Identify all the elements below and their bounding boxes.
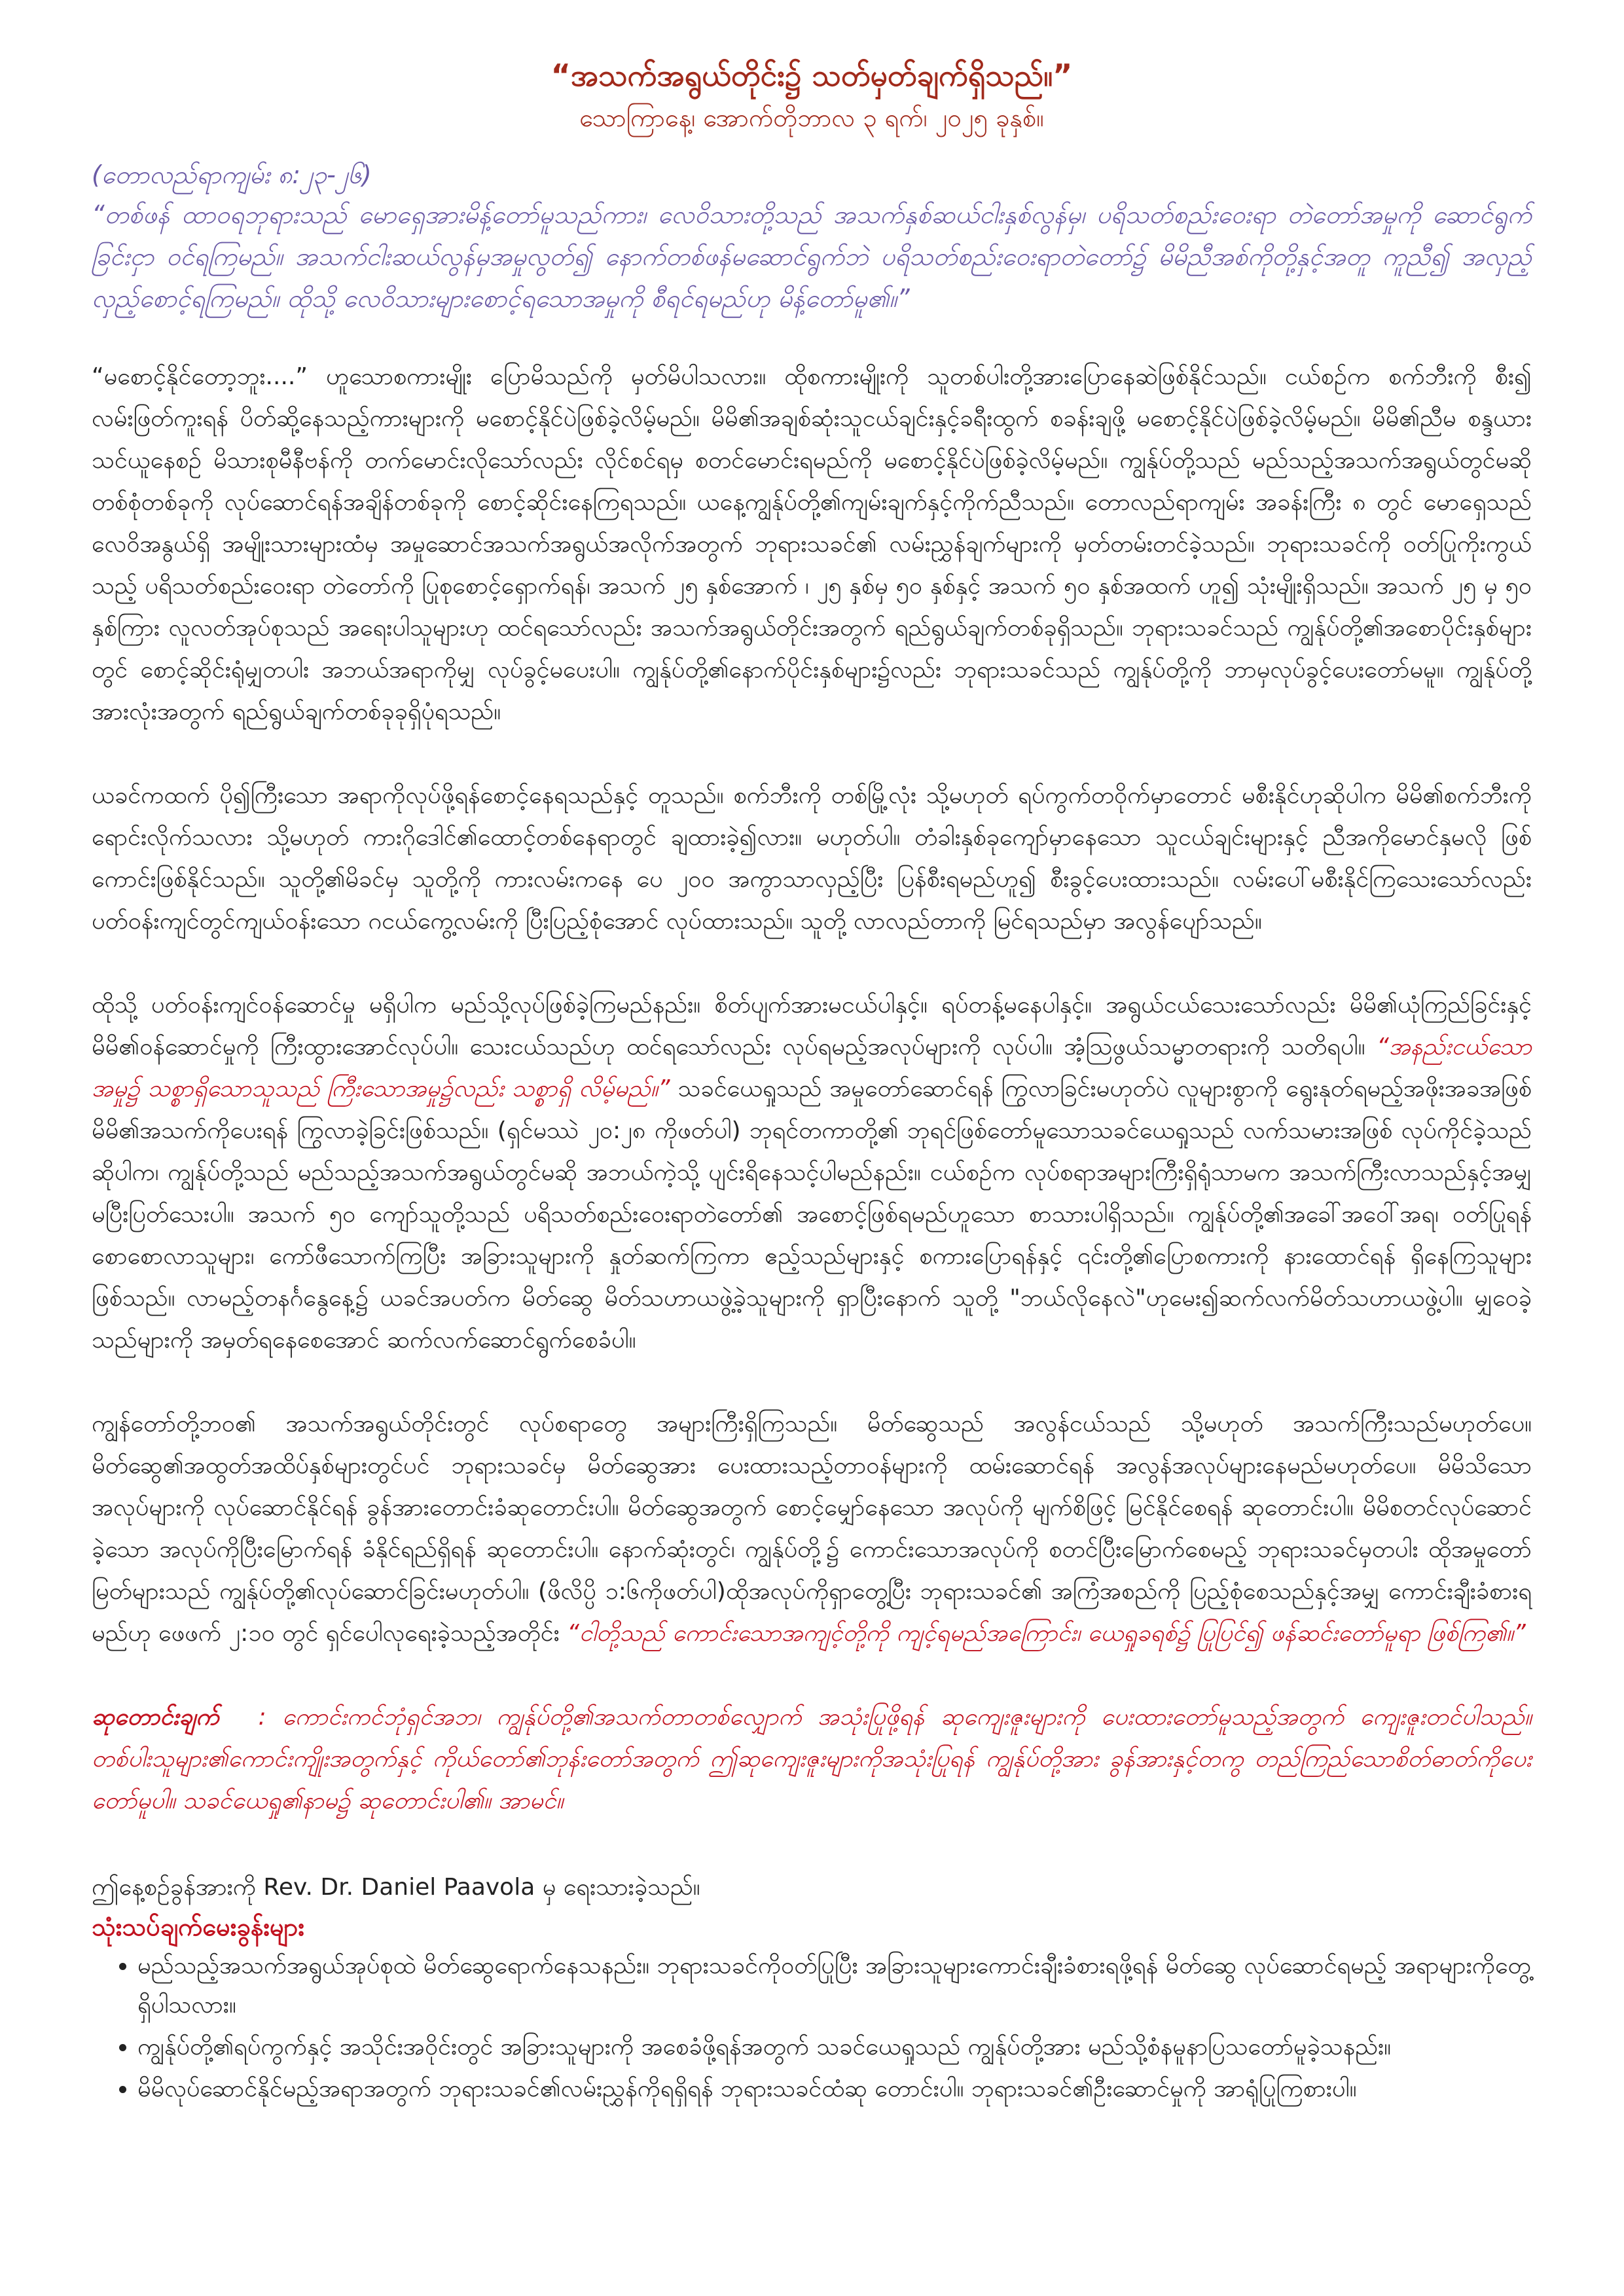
body-paragraph-2: ယခင်ကထက် ပို၍ကြီးသော အရာကိုလုပ်ဖို့ရန်စောင့်နေရသည်နှင့် တူသည်။ စက်ဘီးကို တစ်မြို့လုံး သို့မဟုတ် ရပ်ကွက်တဝိုက်မှာတောင် မစီးနိုင်ဟုဆိုပါက မိမိ၏စက်ဘီးကို ရောင်းလိုက်သလား သို့မဟုတ် ကားဂိုဒေါင်၏ထောင့်တစ်နေရာတွင် ချထားခဲ့၍လား။ မဟုတ်ပါ။ တံခါးနှစ်ခုကျော်မှာနေသော သူငယ်ချင်းများနှင့် ညီအကိုမောင်နှမလို ဖြစ်ကောင်းဖြစ်နိုင်သည်။ သူတို့၏မိခင်မှ သူတို့ကို ကားလမ်းကနေ ပေ ၂၀၀ အကွာသာလှည့်ပြီး ပြန်စီးရမည်ဟူ၍ စီးခွင့်ပေးထားသည်။ လမ်းပေါ်မစီးနိုင်ကြသေးသော်လည်း ပတ်ဝန်းကျင်တွင်ကျယ်ဝန်းသော ဂငယ်ကွေ့လမ်းကို ပြီးပြည့်စုံအောင် လုပ်ထားသည်။ သူတို့ လာလည်တာကို မြင်ရသည်မှာ အလွန်ပျော်သည်။ [92, 782, 1532, 935]
body-paragraph-3 [92, 984, 1532, 1361]
scripture-reference: (တောလည်ရာကျမ်း ၈:၂၃-၂၆) [92, 160, 372, 189]
devotional-page [92, 52, 1532, 2111]
body-paragraph-4 [92, 1403, 1532, 1655]
question-item: • မည်သည့်အသက်အရွယ်အုပ်စုထဲ မိတ်ဆွေရောက်နေသနည်း။ ဘုရားသခင်ကိုဝတ်ပြုပြီး အခြားသူများကောင်းချီးခံစားရဖို့ရန် မိတ်ဆွေ လုပ်ဆောင်ရမည့် အရာများကိုတွေ့ရှိပါသလား။ [137, 1946, 1532, 2025]
questions-heading: သုံးသပ်ချက်မေးခွန်းများ [92, 1912, 305, 1941]
paragraph-4-highlight-quote: “ငါတို့သည် ကောင်းသောအကျင့်တို့ကို ကျင့်ရမည်အကြောင်း၊ ယေရှုခရစ်၌ ပြုပြင်၍ ဖန်ဆင်းတော်မူရာ ဖြစ်ကြ၏။” [567, 1620, 1526, 1647]
question-item: • ကျွန်ုပ်တို့၏ရပ်ကွက်နှင့် အသိုင်းအဝိုင်းတွင် အခြားသူများကို အစေခံဖို့ရန်အတွက် သခင်ယေရှုသည် ကျွန်ုပ်တို့အား မည်သို့စံနမူနာပြသတော်မူခဲ့သနည်း။ [137, 2028, 1532, 2067]
body-paragraph-1: “မစောင့်နိုင်တော့ဘူး....” ဟူသောစကားမျိုး ပြောမိသည်ကို မှတ်မိပါသလား။ ထိုစကားမျိုးကို သူတစ်ပါးတို့အားပြောနေဆဲဖြစ်နိုင်သည်။ ငယ်စဉ်က စက်ဘီးကို စီး၍ လမ်းဖြတ်ကူးရန် ပိတ်ဆို့နေသည့်ကားများကို မစောင့်နိုင်ပဲဖြစ်ခဲ့လိမ့်မည်။ မိမိ၏အချစ်ဆုံးသူငယ်ချင်းနှင့်ခရီးထွက် စခန်းချဖို့ မစောင့်နိုင်ပဲဖြစ်ခဲ့လိမ့်မည်။ မိမိ၏ညီမ စန္ဒယားသင်ယူနေစဉ် မိသားစုမီနီဗန်ကို တက်မောင်းလိုသော်လည်း လိုင်စင်ရမှ စတင်မောင်းရမည်ကို မစောင့်နိုင်ပဲဖြစ်ခဲ့လိမ့်မည်။ ကျွန်ုပ်တို့သည် မည်သည့်အသက်အရွယ်တွင်မဆို တစ်စုံတစ်ခုကို လုပ်ဆောင်ရန်အချိန်တစ်ခုကို စောင့်ဆိုင်းနေကြရသည်။ ယနေ့ကျွန်ုပ်တို့၏ကျမ်းချက်နှင့်ကိုက်ညီသည်။ တောလည်ရာကျမ်း အခန်းကြီး ၈ တွင် မောရှေသည် လေဝိအနွယ်ရှိ အမျိုးသားများထံမှ အမှုဆောင်အသက်အရွယ်အလိုက်အတွက် ဘုရားသခင်၏ လမ်းညွှန်ချက်များကို မှတ်တမ်းတင်ခဲ့သည်။ ဘုရားသခင်ကို ဝတ်ပြုကိုးကွယ်သည့် ပရိသတ်စည်းဝေးရာ တဲတော်ကို ပြုစုစောင့်ရှောက်ရန်၊ အသက် ၂၅ နှစ်အောက် ၊ ၂၅ နှစ်မှ ၅၀ နှစ်နှင့် အသက် ၅၀ နှစ်အထက် ဟူ၍ သုံးမျိုးရှိသည်။ အသက် ၂၅ မှ ၅၀ နှစ်ကြား လူလတ်အုပ်စုသည် အရေးပါသူများဟု ထင်ရသော်လည်း အသက်အရွယ်တိုင်းအတွက် ရည်ရွယ်ချက်တစ်ခုရှိသည်။ ဘုရားသခင်သည် ကျွန်ုပ်တို့၏အစောပိုင်းနှစ်များတွင် စောင့်ဆိုင်းရုံမျှတပါး အဘယ်အရာကိုမျှ လုပ်ခွင့်မပေးပါ။ ကျွန်ုပ်တို့၏နောက်ပိုင်းနှစ်များ၌လည်း ဘုရားသခင်သည် ကျွန်ုပ်တို့ကို ဘာမှလုပ်ခွင့်ပေးတော်မမူ။ ကျွန်ုပ်တို့အားလုံးအတွက် ရည်ရွယ်ချက်တစ်ခုခုရှိပုံရသည်။ [92, 363, 1532, 725]
date-line: သောကြာနေ့၊ အောက်တိုဘာလ ၃ ရက်၊ ၂၀၂၅ ခုနှစ်။ [579, 103, 1044, 132]
prayer-label: ဆုတောင်းချက် [92, 1704, 219, 1731]
reflection-questions-list [92, 1946, 1532, 2109]
paragraph-3-text-a: ထိုသို့ ပတ်ဝန်းကျင်ဝန်ဆောင်မှု မရှိပါက မည်သို့လုပ်ဖြစ်ခဲ့ကြမည်နည်း။ စိတ်ပျက်အားမငယ်ပါနှင့်။ ရပ်တန့်မနေပါနှင့်။ အရွယ်ငယ်သေးသော်လည်း မိမိ၏ယုံကြည်ခြင်းနှင့်မိမိ၏ဝန်ဆောင်မှုကို ကြီးထွားအောင်လုပ်ပါ။ သေးငယ်သည်ဟု ထင်ရသော်လည်း လုပ်ရမည့်အလုပ်များကို လုပ်ပါ။ အံ့သြဖွယ်သမ္မာတရားကို သတိရပါ။ [92, 992, 1532, 1060]
question-item: • မိမိလုပ်ဆောင်နိုင်မည့်အရာအတွက် ဘုရားသခင်၏လမ်းညွှန်ကိုရရှိရန် ဘုရားသခင်ထံဆု တောင်းပါ။ ဘုရားသခင်၏ဦးဆောင်မှုကို အာရုံပြုကြစားပါ။ [137, 2070, 1532, 2109]
prayer-text: : ကောင်းကင်ဘုံရှင်အဘ၊ ကျွန်ုပ်တို့၏အသက်တာတစ်လျှောက် အသုံးပြုဖို့ရန် ဆုကျေးဇူးများကို ပေးထားတော်မူသည့်အတွက် ကျေးဇူးတင်ပါသည်။ တစ်ပါးသူများ၏ကောင်းကျိုးအတွက်နှင့် ကိုယ်တော်၏ဘုန်းတော်အတွက် ဤဆုကျေးဇူးများကိုအသုံးပြုရန် ကျွန်ုပ်တို့အား ခွန်အားနှင့်တကွ တည်ကြည်သောစိတ်ဓာတ်ကိုပေးတော်မူပါ။ သခင်ယေရှု၏နာမ၌ ဆုတောင်းပါ၏။ အာမင်။ [92, 1704, 1532, 1814]
author-line: ဤနေ့စဉ်ခွန်အားကို Rev. Dr. Daniel Paavola မှ ရေးသားခဲ့သည်။ [92, 1874, 700, 1901]
page-title: “အသက်အရွယ်တိုင်း၌ သတ်မှတ်ချက်ရှိသည်။” [550, 58, 1073, 93]
paragraph-4-text: ကျွန်တော်တို့ဘဝ၏ အသက်အရွယ်တိုင်းတွင် လုပ်စရာတွေ အများကြီးရှိကြသည်။ မိတ်ဆွေသည် အလွန်ငယ်သည် သို့မဟုတ် အသက်ကြီးသည်မဟုတ်ပေ။ မိတ်ဆွေ၏အထွတ်အထိပ်နှစ်များတွင်ပင် ဘုရားသခင်မှ မိတ်ဆွေအား ပေးထားသည့်တာဝန်များကို ထမ်းဆောင်ရန် အလွန်အလုပ်များနေမည်မဟုတ်ပေ။ မိမိသိသောအလုပ်များကို လုပ်ဆောင်နိုင်ရန် ခွန်အားတောင်းခံဆုတောင်းပါ။ မိတ်ဆွေအတွက် စောင့်မျှော်နေသော အလုပ်ကို မျက်စိဖြင့် မြင်နိုင်စေရန် ဆုတောင်းပါ။ မိမိစတင်လုပ်ဆောင်ခဲ့သော အလုပ်ကိုပြီးမြောက်ရန် ခံနိုင်ရည်ရှိရန် ဆုတောင်းပါ။ နောက်ဆုံးတွင်၊ ကျွန်ုပ်တို့၌ ကောင်းသောအလုပ်ကို စတင်ပြီးမြောက်စေမည့် ဘုရားသခင်မှတပါး ထိုအမှုတော်မြတ်များသည် ကျွန်ုပ်တို့၏လုပ်ဆောင်ခြင်းမဟုတ်ပါ။ (ဖိလိပ္ပိ ၁:၆ကိုဖတ်ပါ)ထိုအလုပ်ကိုရှာတွေ့ပြီး ဘုရားသခင်၏ အကြံအစည်ကို ပြည့်စုံစေသည်နှင့်အမျှ ကောင်းချီးခံစားရမည်ဟု ဖေဖက် ၂:၁၀ တွင် ရှင်ပေါလုရေးခဲ့သည့်အတိုင်း [92, 1410, 1532, 1647]
paragraph-3-highlight-quote: “အနည်းငယ်သော အမှု၌ သစ္စာရှိသောသူသည် ကြီးသောအမှု၌လည်း သစ္စာရှိ လိမ့်မည်။” [92, 1033, 1532, 1102]
scripture-quote: “တစ်ဖန် ထာဝရဘုရားသည် မောရှေအားမိန့်တော်မူသည်ကား၊ လေဝိသားတို့သည် အသက်နှစ်ဆယ်ငါးနှစ်လွန်မှ၊ ပရိသတ်စည်းဝေးရာ တဲတော်အမှုကို ဆောင်ရွက်ခြင်းငှာ ဝင်ရကြမည်။ အသက်ငါးဆယ်လွန်မှအမှုလွတ်၍ နောက်တစ်ဖန်မဆောင်ရွက်ဘဲ ပရိသတ်စည်းဝေးရာတဲတော်၌ မိမိညီအစ်ကိုတို့နှင့်အတူ ကူညီ၍ အလှည့်လှည့်စောင့်ရကြမည်။ ထိုသို့ လေဝိသားများစောင့်ရသောအမှုကို စီရင်ရမည်ဟု မိန့်တော်မူ၏။” [92, 200, 1532, 313]
prayer-block [92, 1696, 1532, 1822]
paragraph-3-text-b: သခင်ယေရှုသည် အမှုတော်ဆောင်ရန် ကြွလာခြင်းမဟုတ်ပဲ လူများစွာကို ရွေးနုတ်ရမည့်အဖိုးအခအဖြစ် မိမိ၏အသက်ကိုပေးရန် ကြွလာခဲ့ခြင်းဖြစ်သည်။ (ရှင်မဿဲ ၂၀:၂၈ ကိုဖတ်ပါ) ဘုရင်တကာတို့၏ ဘုရင်ဖြစ်တော်မူသောသခင်ယေရှုသည် လက်သမားအဖြစ် လုပ်ကိုင်ခဲ့သည်ဆိုပါက၊ ကျွန်ုပ်တို့သည် မည်သည့်အသက်အရွယ်တွင်မဆို အဘယ်ကဲ့သို့ ပျင်းရိနေသင့်ပါမည်နည်း။ ငယ်စဉ်က လုပ်စရာအများကြီးရှိရုံသာမက အသက်ကြီးလာသည်နှင့်အမျှ မပြီးပြတ်သေးပါ။ အသက် ၅၀ ကျော်သူတို့သည် ပရိသတ်စည်းဝေးရာတဲတော်၏ အစောင့်ဖြစ်ရမည်ဟူသော စာသားပါရှိသည်။ ကျွန်ုပ်တို့၏အခေါ်အဝေါ်အရ၊ ဝတ်ပြုရန် စောစောလာသူများ၊ ကော်ဖီသောက်ကြပြီး အခြားသူများကို နှုတ်ဆက်ကြကာ ဧည့်သည်များနှင့် စကားပြောရန်နှင့် ၎င်းတို့၏ပြောစကားကို နားထောင်ရန် ရှိနေကြသူများဖြစ်သည်။ လာမည့်တနင်္ဂနွေနေ့၌ ယခင်အပတ်က မိတ်ဆွေ မိတ်သဟာယဖွဲ့ခဲ့သူများကို ရှာပြီးနောက် သူတို့ "ဘယ်လိုနေလဲ"ဟုမေး၍ဆက်လက်မိတ်သဟာယဖွဲ့ပါ။ မျှဝေခဲ့သည်များကို အမှတ်ရနေစေအောင် ဆက်လက်ဆောင်ရွက်စေခံပါ။ [92, 1075, 1532, 1354]
